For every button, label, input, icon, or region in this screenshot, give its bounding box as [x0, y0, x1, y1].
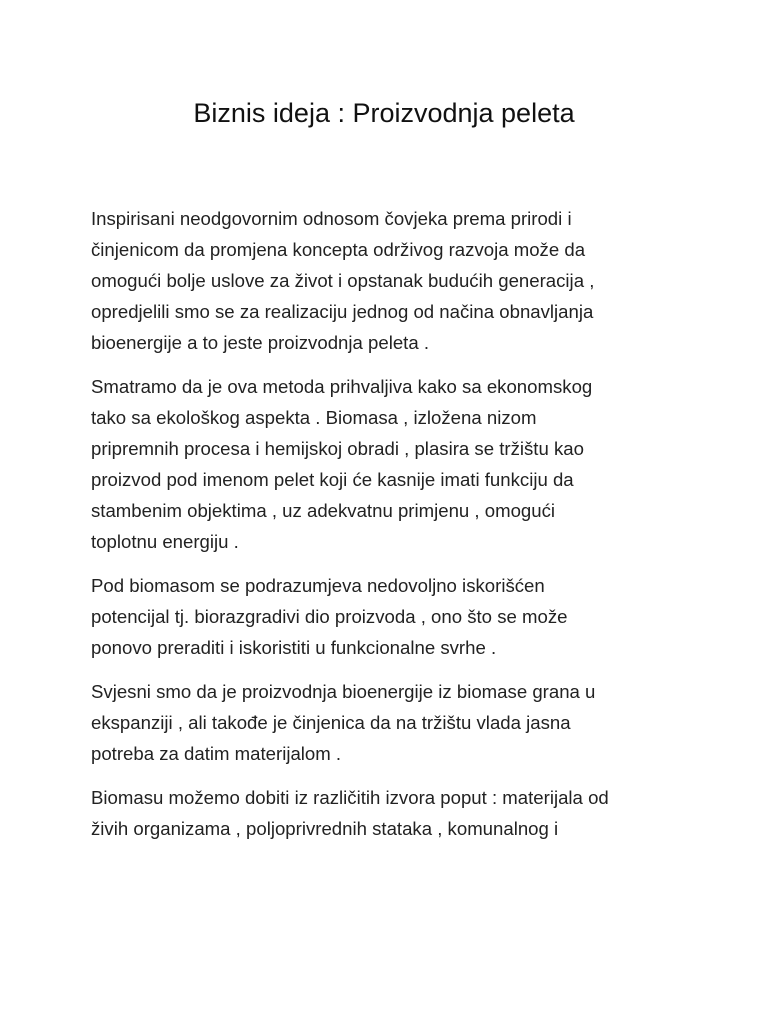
text-line: toplotnu energiju . — [91, 531, 239, 552]
text-line: tako sa ekološkog aspekta . Biomasa , izložena nizom — [91, 407, 537, 428]
paragraph-3 — [91, 570, 691, 663]
text-line: živih organizama , poljoprivrednih stataka , komunalnog i — [91, 818, 559, 839]
text-line: bioenergije a to jeste proizvodnja peleta . — [91, 332, 430, 353]
text-line: ponovo preraditi i iskoristiti u funkcionalne svrhe . — [91, 637, 497, 658]
text-line: potencijal tj. biorazgradivi dio proizvoda , ono što se može — [91, 606, 568, 627]
text-line: Biomasu možemo dobiti iz različitih izvora poput : materijala od — [91, 787, 609, 808]
text-line: Pod biomasom se podrazumjeva nedovoljno iskorišćen — [91, 575, 545, 596]
paragraph-4 — [91, 676, 691, 769]
text-line: stambenim objektima , uz adekvatnu primjenu , omogući — [91, 500, 556, 521]
text-line: činjenicom da promjena koncepta održivog razvoja može da — [91, 239, 586, 260]
document-title: Biznis ideja : Proizvodnja peleta — [193, 98, 575, 128]
text-line: Inspirisani neodgovornim odnosom čovjeka prema prirodi i — [91, 208, 572, 229]
text-line: Smatramo da je ova metoda prihvaljiva kako sa ekonomskog — [91, 376, 593, 397]
text-line: omogući bolje uslove za život i opstanak budućih generacija , — [91, 270, 595, 291]
text-line: Svjesni smo da je proizvodnja bioenergije iz biomase grana u — [91, 681, 596, 702]
paragraph-2 — [91, 371, 691, 557]
paragraph-1 — [91, 203, 691, 358]
text-line: ekspanziji , ali takođe je činjenica da na tržištu vlada jasna — [91, 712, 571, 733]
document-body — [91, 203, 691, 857]
text-line: potreba za datim materijalom . — [91, 743, 342, 764]
text-line: pripremnih procesa i hemijskoj obradi , plasira se tržištu kao — [91, 438, 584, 459]
text-line: proizvod pod imenom pelet koji će kasnije imati funkciju da — [91, 469, 574, 490]
paragraph-5 — [91, 782, 691, 844]
text-line: opredjelili smo se za realizaciju jednog od načina obnavljanja — [91, 301, 594, 322]
